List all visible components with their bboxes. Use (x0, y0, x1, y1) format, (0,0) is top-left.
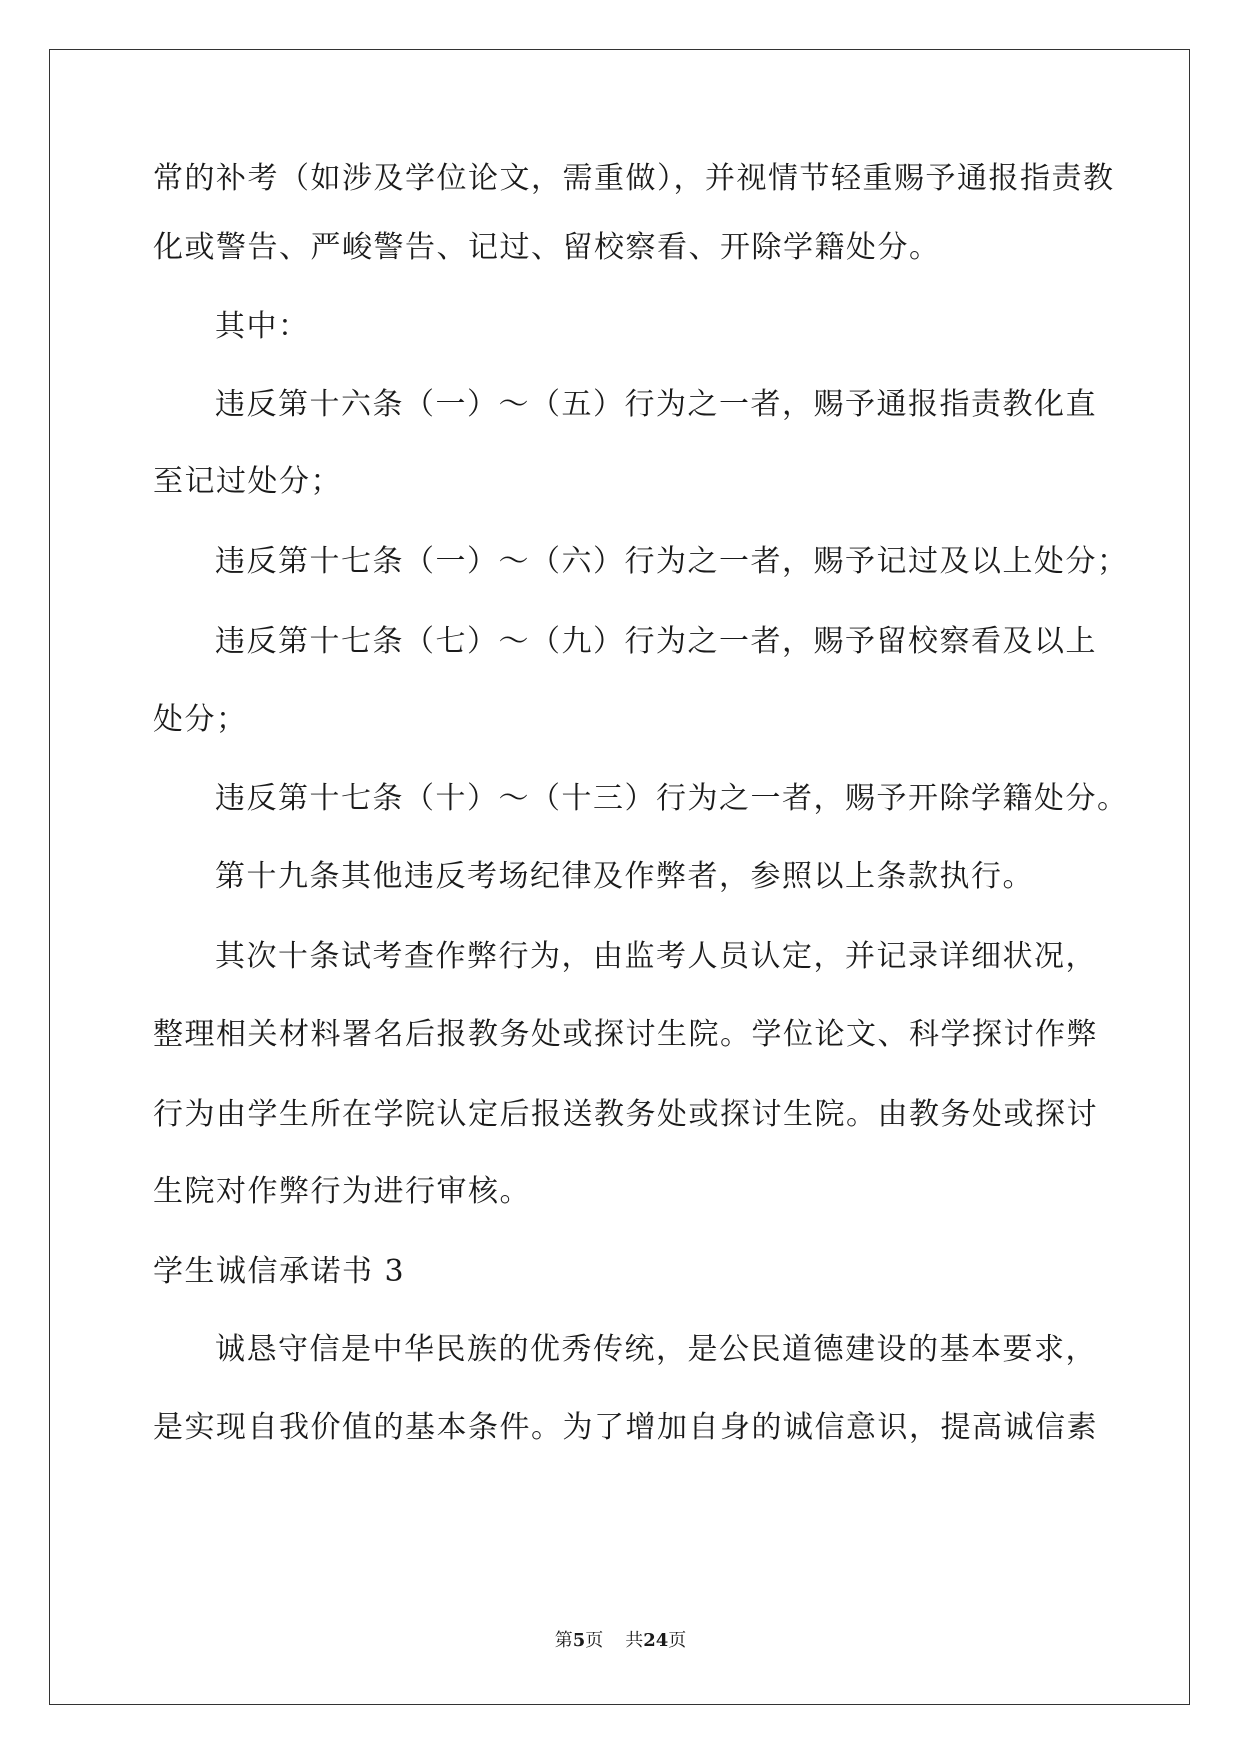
current-page-number: 5 (572, 1630, 586, 1651)
page-footer (0, 1630, 1241, 1652)
text-line: 违反第十六条（一）～（五）行为之一者，赐予通报指责教化直 (215, 387, 1097, 422)
text-line: 其次十条试考查作弊行为，由监考人员认定，并记录详细状况， (215, 939, 1097, 974)
text-line: 违反第十七条（十）～（十三）行为之一者，赐予开除学籍处分。 (215, 781, 1129, 816)
text-line: 至记过处分； (153, 464, 342, 499)
text-line: 诚恳守信是中华民族的优秀传统，是公民道德建设的基本要求， (215, 1332, 1097, 1367)
section-heading: 学生诚信承诺书 3 (153, 1254, 406, 1289)
text-line: 行为由学生所在学院认定后报送教务处或探讨生院。由教务处或探讨 (153, 1097, 1098, 1132)
total-prefix: 共 (625, 1630, 644, 1651)
text-line: 整理相关材料署名后报教务处或探讨生院。学位论文、科学探讨作弊 (153, 1017, 1098, 1052)
page-suffix: 页 (585, 1630, 604, 1651)
total-suffix: 页 (668, 1630, 687, 1651)
text-line: 生院对作弊行为进行审核。 (153, 1174, 531, 1209)
text-line: 第十九条其他违反考场纪律及作弊者，参照以上条款执行。 (215, 859, 1034, 894)
text-line: 违反第十七条（七）～（九）行为之一者，赐予留校察看及以上 (215, 624, 1097, 659)
total-page-count: 24 (643, 1630, 669, 1651)
text-line: 化或警告、严峻警告、记过、留校察看、开除学籍处分。 (153, 230, 941, 265)
text-line: 处分； (153, 702, 248, 737)
text-line: 违反第十七条（一）～（六）行为之一者，赐予记过及以上处分； (215, 544, 1129, 579)
text-line: 是实现自我价值的基本条件。为了增加自身的诚信意识，提高诚信素 (153, 1410, 1098, 1445)
page-prefix: 第 (554, 1630, 573, 1651)
text-line: 其中： (215, 309, 310, 344)
text-line: 常的补考（如涉及学位论文，需重做），并视情节轻重赐予通报指责教 (153, 161, 1115, 196)
